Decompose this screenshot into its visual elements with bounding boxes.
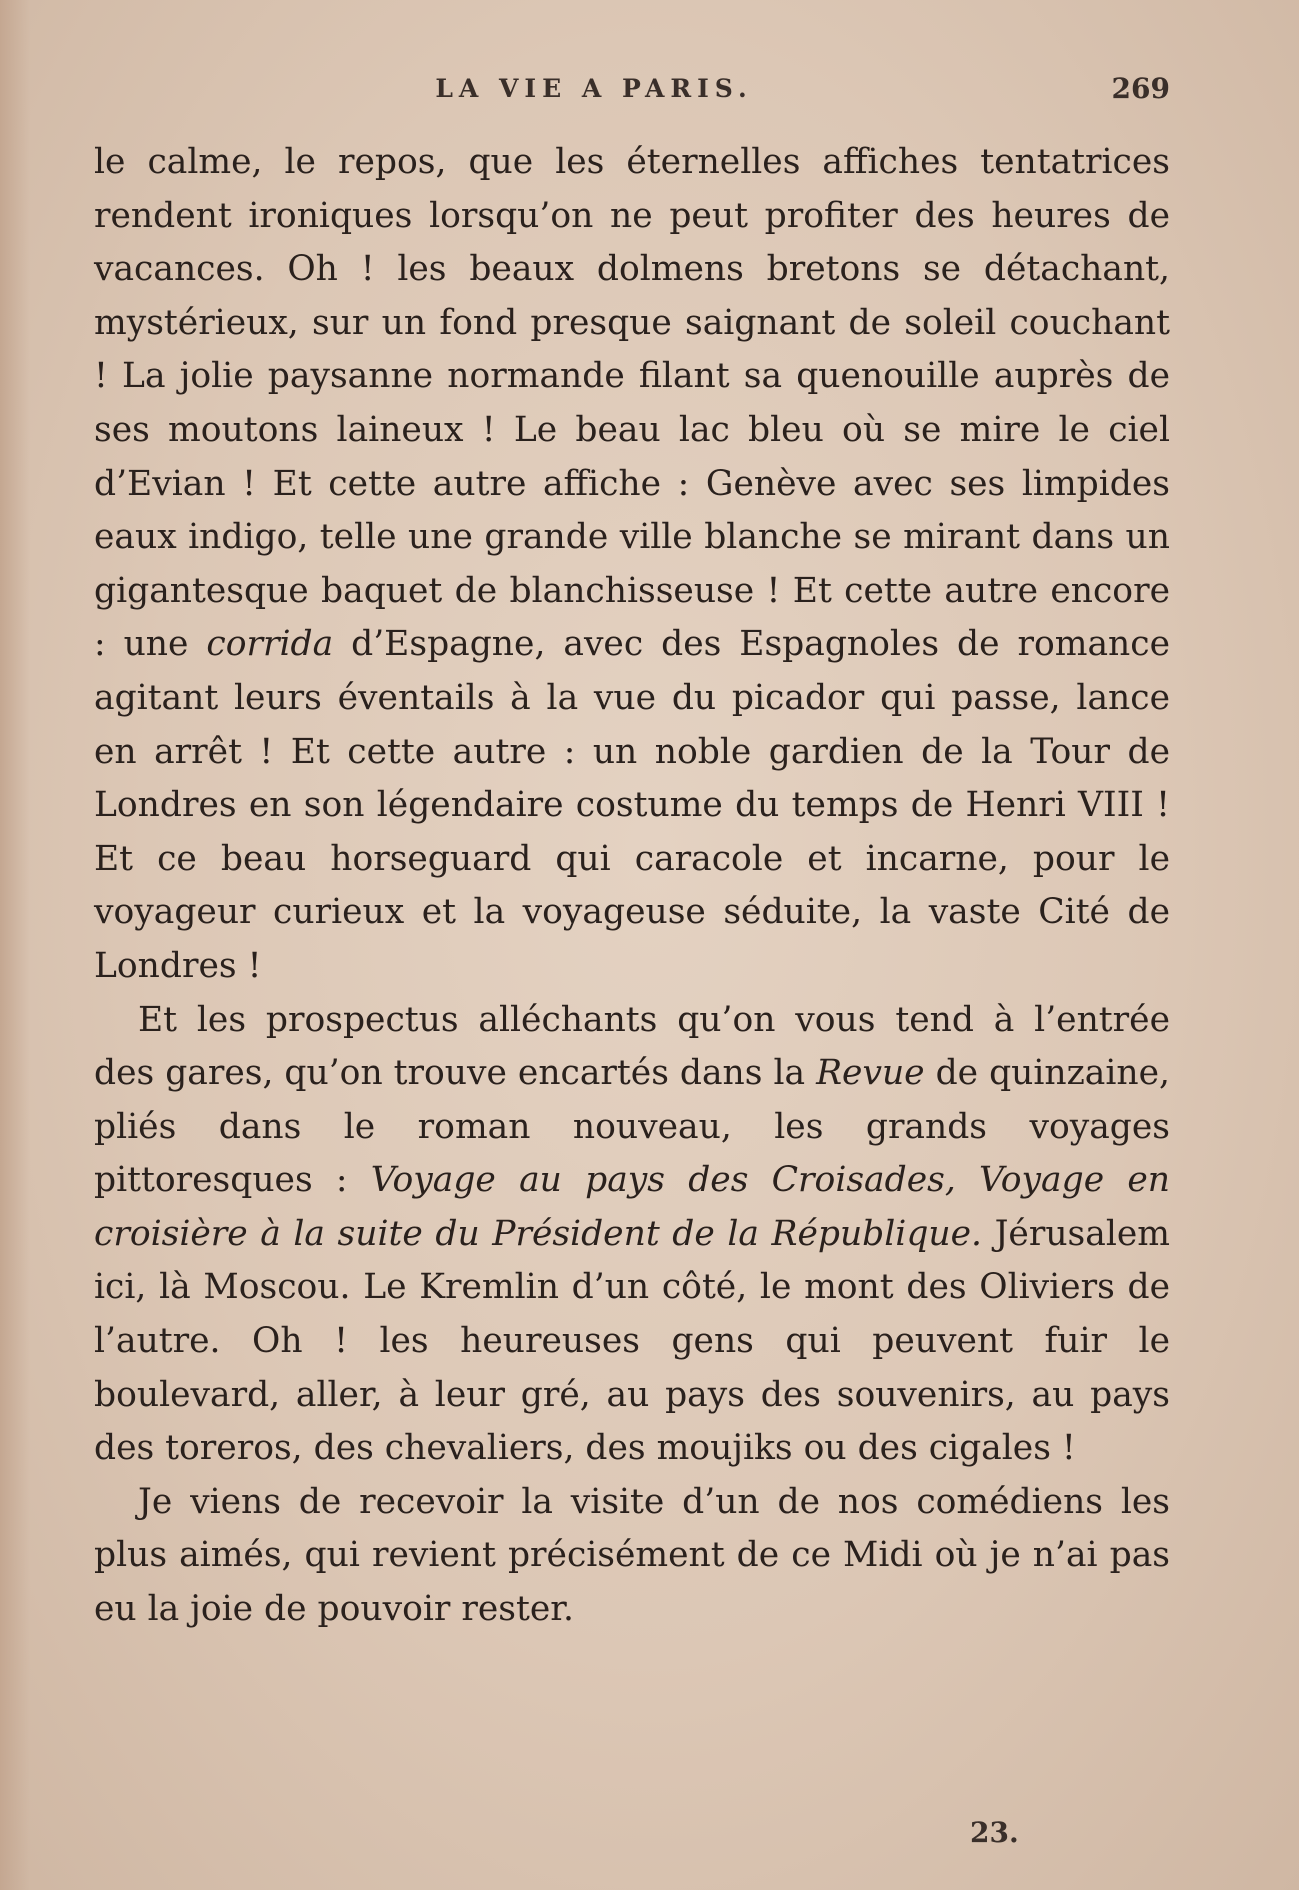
text-segment: d’Espagne, avec des Espagnoles de romance agitant leurs éventails à la vue du picador qui passe, lance en arrêt ! Et cette autre : un noble gardien de la Tour de Londres en son légendaire costume du temps de Henri VIII ! Et ce beau horseguard qui caracole et incarne, pour le voyageur curieux et la voyageuse séduite, la vaste Cité de Londres !	[94, 624, 1170, 986]
running-head	[94, 74, 1170, 114]
paragraph-2	[94, 994, 1170, 1476]
text-segment: Et les prospectus alléchants qu’on vous tend à l’entrée des gares, qu’on trouve encartés dans la	[94, 999, 1170, 1094]
italic-term-corrida: corrida	[206, 624, 334, 665]
text-segment: le calme, le repos, que les éternelles affiches tentatrices rendent ironiques lorsqu’on ne peut profiter des heures de vacances. Oh ! les beaux dolmens bretons se détachant, mystérieux, sur un fond presque saignant de soleil couchant ! La jolie paysanne normande filant sa quenouille auprès de ses moutons laineux ! Le beau lac bleu où se mire le ciel d’Evian ! Et cette autre affiche : Genève avec ses limpides eaux indigo, telle une grande ville blanche se mirant dans un gigantesque baquet de blanchisseuse ! Et cette autre encore : une	[94, 142, 1170, 665]
italic-title-revue: Revue	[816, 1053, 925, 1094]
italic-voyage-titles: Voyage au pays des Croisades, Voyage en croisière à la suite du Président de la République.	[94, 1160, 1170, 1254]
paragraph-3	[94, 1476, 1170, 1637]
running-title: LA VIE A PARIS.	[435, 74, 753, 103]
text-segment: Jérusalem ici, là Moscou. Le Kremlin d’un côté, le mont des Oliviers de l’autre. Oh ! les heureuses gens qui peuvent fuir le boulevard, aller, à leur gré, au pays des souvenirs, au pays des toreros, des chevaliers, des moujiks ou des cigales !	[94, 1213, 1170, 1469]
body-text	[94, 136, 1170, 1637]
signature-mark: 23.	[970, 1816, 1019, 1849]
text-segment: Je viens de recevoir la visite d’un de nos comédiens les plus aimés, qui revient précisément de ce Midi où je n’ai pas eu la joie de pouvoir rester.	[94, 1481, 1170, 1630]
page-edge-shadow	[0, 0, 30, 1890]
text-segment: de quinzaine, pliés dans le roman nouveau, les grands voyages pittoresques :	[94, 1053, 1171, 1201]
paragraph-1	[94, 136, 1170, 994]
page-number: 269	[1111, 72, 1170, 105]
